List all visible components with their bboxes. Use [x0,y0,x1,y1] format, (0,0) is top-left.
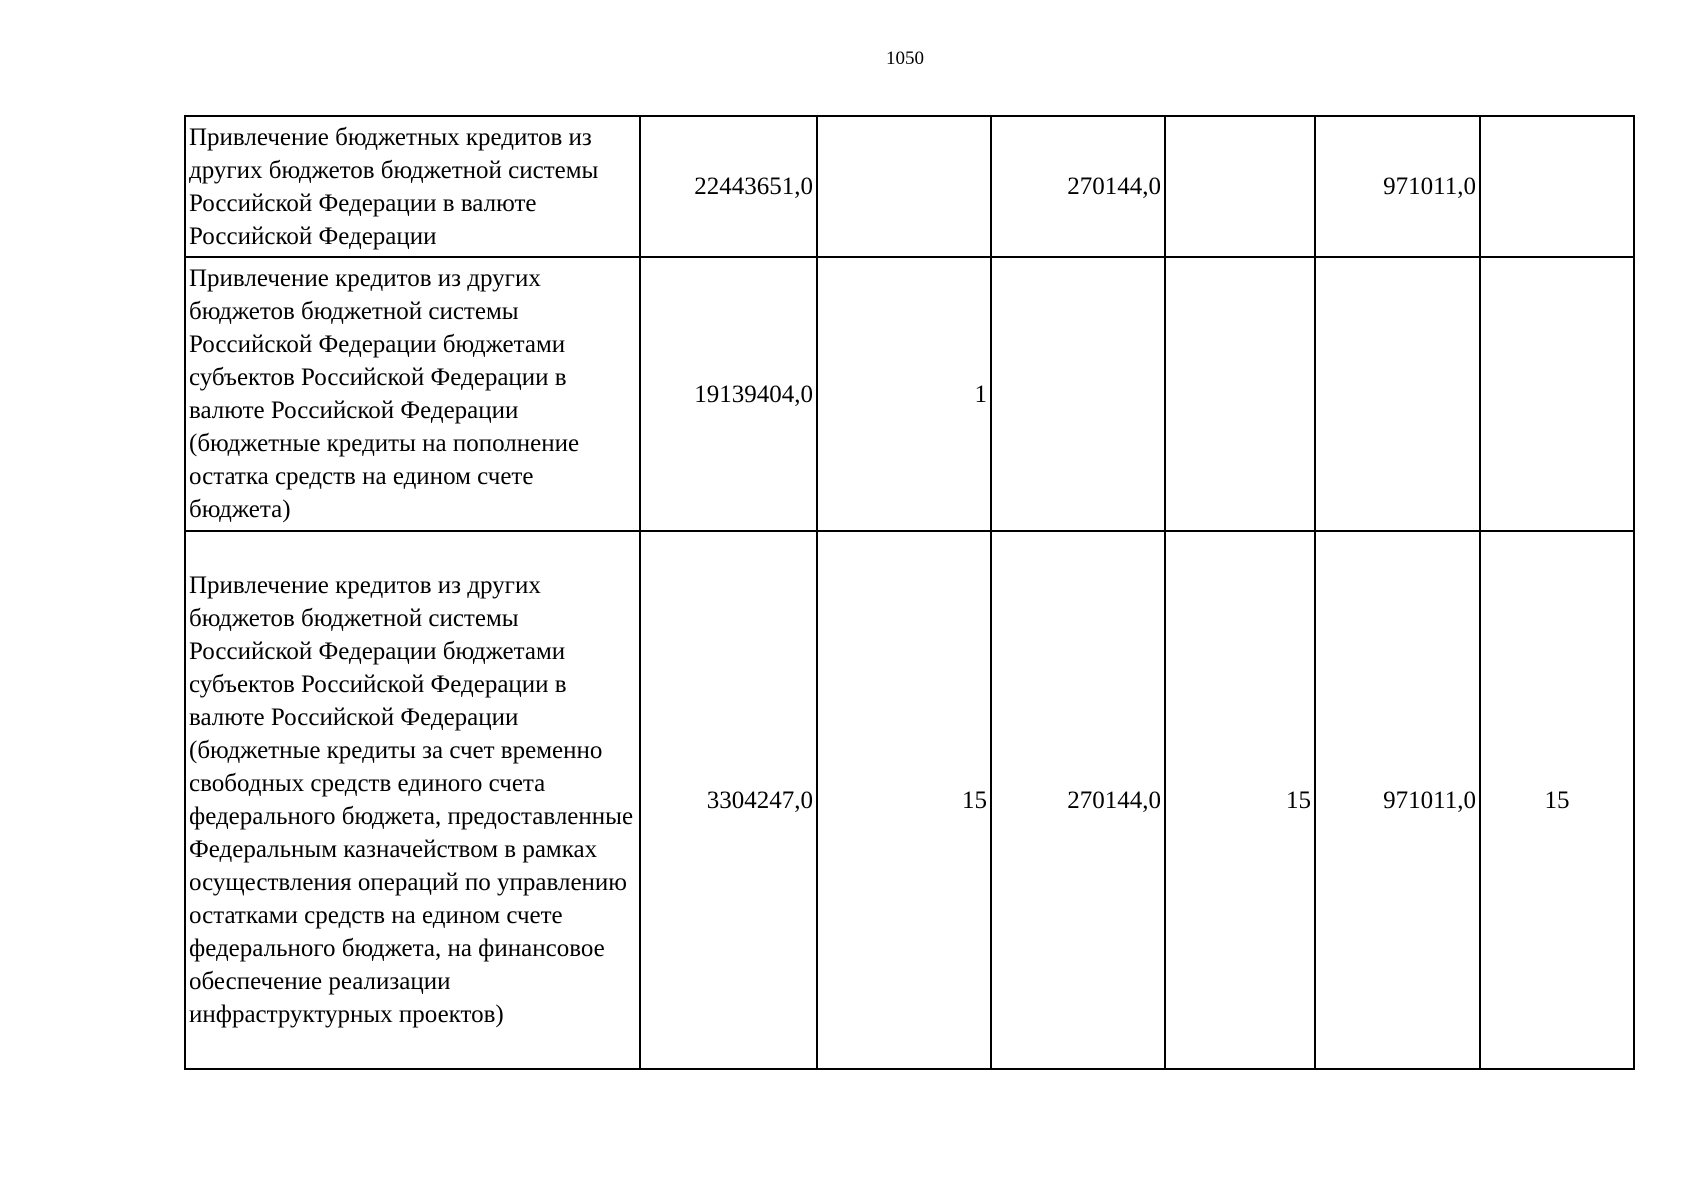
amount-cell: 270144,0 [991,116,1165,257]
amount-cell: 19139404,0 [640,257,817,531]
table-row [185,257,1634,531]
amount-cell: 971011,0 [1315,116,1480,257]
row-name-cell: Привлечение бюджетных кредитов из других бюджетов бюджетной системы Российской Федерации в валюте Российской Федерации [185,116,640,257]
amount-cell [991,257,1165,531]
amount-cell: 270144,0 [991,531,1165,1069]
code-cell: 15 [817,531,991,1069]
code-cell [1480,116,1634,257]
amount-cell: 22443651,0 [640,116,817,257]
amount-cell [1315,257,1480,531]
table-row [185,531,1634,1069]
code-cell [1165,257,1315,531]
code-cell: 15 [1480,531,1634,1069]
code-cell [1165,116,1315,257]
budget-table [184,115,1635,1070]
row-name-cell: Привлечение кредитов из других бюджетов бюджетной системы Российской Федерации бюджетами субъектов Российской Федерации в валюте Российской Федерации (бюджетные кредиты на пополнение остатка средств на едином счете бюджета) [185,257,640,531]
row-name-cell: Привлечение кредитов из других бюджетов бюджетной системы Российской Федерации бюджетами субъектов Российской Федерации в валюте Российской Федерации (бюджетные кредиты за счет временно свободных средств единого счета федерального бюджета, предоставленные Федеральным казначейством в рамках осуществления операций по управлению остатками средств на едином счете федерального бюджета, на финансовое обеспечение реализации инфраструктурных проектов) [185,531,640,1069]
code-cell [1480,257,1634,531]
amount-cell: 3304247,0 [640,531,817,1069]
page-number: 1050 [886,48,924,69]
code-cell [817,116,991,257]
amount-cell: 971011,0 [1315,531,1480,1069]
code-cell: 15 [1165,531,1315,1069]
table-row [185,116,1634,257]
code-cell: 1 [817,257,991,531]
